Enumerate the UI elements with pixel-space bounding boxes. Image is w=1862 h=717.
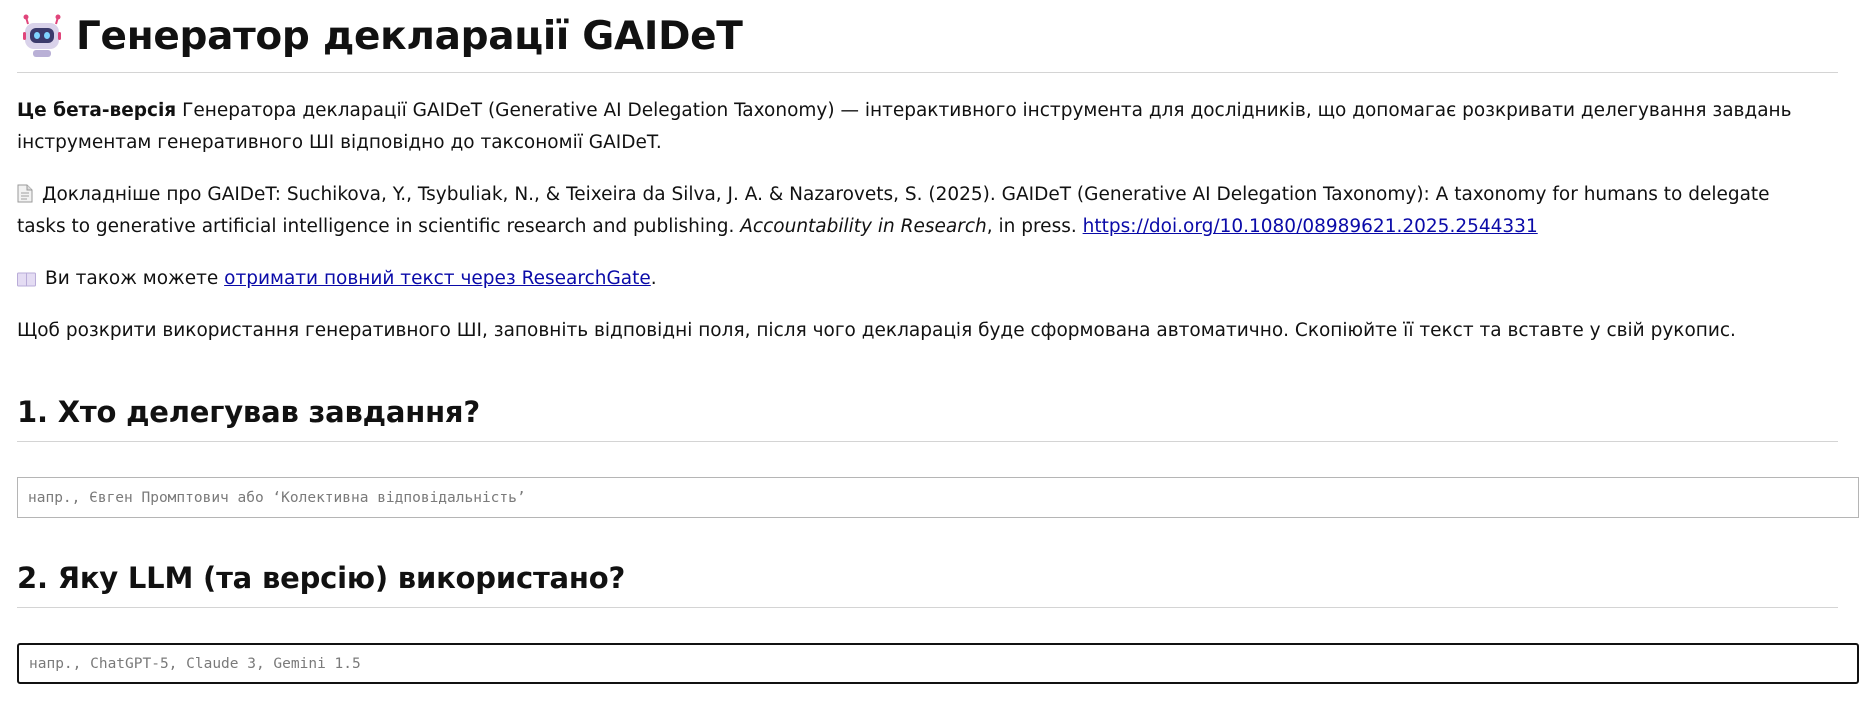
section-2-heading: 2. Яку LLM (та версію) використано? — [17, 561, 626, 595]
section-2-divider — [17, 607, 1838, 608]
title-row — [17, 0, 1862, 72]
researchgate-paragraph — [17, 263, 1817, 295]
researchgate-suffix: . — [650, 268, 657, 289]
book-icon — [17, 272, 36, 287]
citation-text: Докладніше про GAIDeT: Suchikova, Y., Tsybuliak, N., & Teixeira da Silva, J. A. & Nazarovets, S. (2025). GAIDeT (Generative AI Delegation Taxonomy): A taxonomy for humans to delegate tasks to generative artificial intelligence in scientific research and publishing. — [17, 184, 1770, 237]
section-1-heading: 1. Хто делегував завдання? — [17, 395, 480, 429]
doi-link[interactable]: https://doi.org/10.1080/08989621.2025.2544331 — [1082, 216, 1538, 237]
title-divider — [17, 72, 1838, 73]
delegator-name-input[interactable] — [17, 477, 1859, 518]
intro-text: Генератора декларації GAIDeT (Generative AI Delegation Taxonomy) — інтерактивного інструмента для дослідників, що допомагає розкривати делегування завдань інструментам генеративного ШІ відповідно до таксономії GAIDeT. — [17, 100, 1792, 153]
page-document-icon — [17, 184, 33, 203]
page-title: Генератор декларації GAIDeT — [76, 13, 743, 59]
intro-paragraph — [17, 95, 1817, 159]
section-1-divider — [17, 441, 1838, 442]
researchgate-link[interactable]: отримати повний текст через ResearchGate — [224, 268, 651, 289]
journal-name: Accountability in Research — [740, 216, 987, 237]
researchgate-prefix: Ви також можете — [45, 268, 225, 289]
beta-label: Це бета-версія — [17, 100, 177, 121]
citation-paragraph — [17, 179, 1817, 243]
section-2-header — [17, 551, 1862, 607]
instructions-paragraph: Щоб розкрити використання генеративного ШІ, заповніть відповідні поля, після чого декларація буде сформована автоматично. Скопіюйте її текст та вставте у свій рукопис. — [17, 320, 1736, 341]
llm-version-input[interactable] — [17, 643, 1859, 684]
in-press-text: , in press. — [986, 216, 1083, 237]
robot-icon — [22, 14, 62, 58]
section-1-header — [17, 385, 1862, 441]
